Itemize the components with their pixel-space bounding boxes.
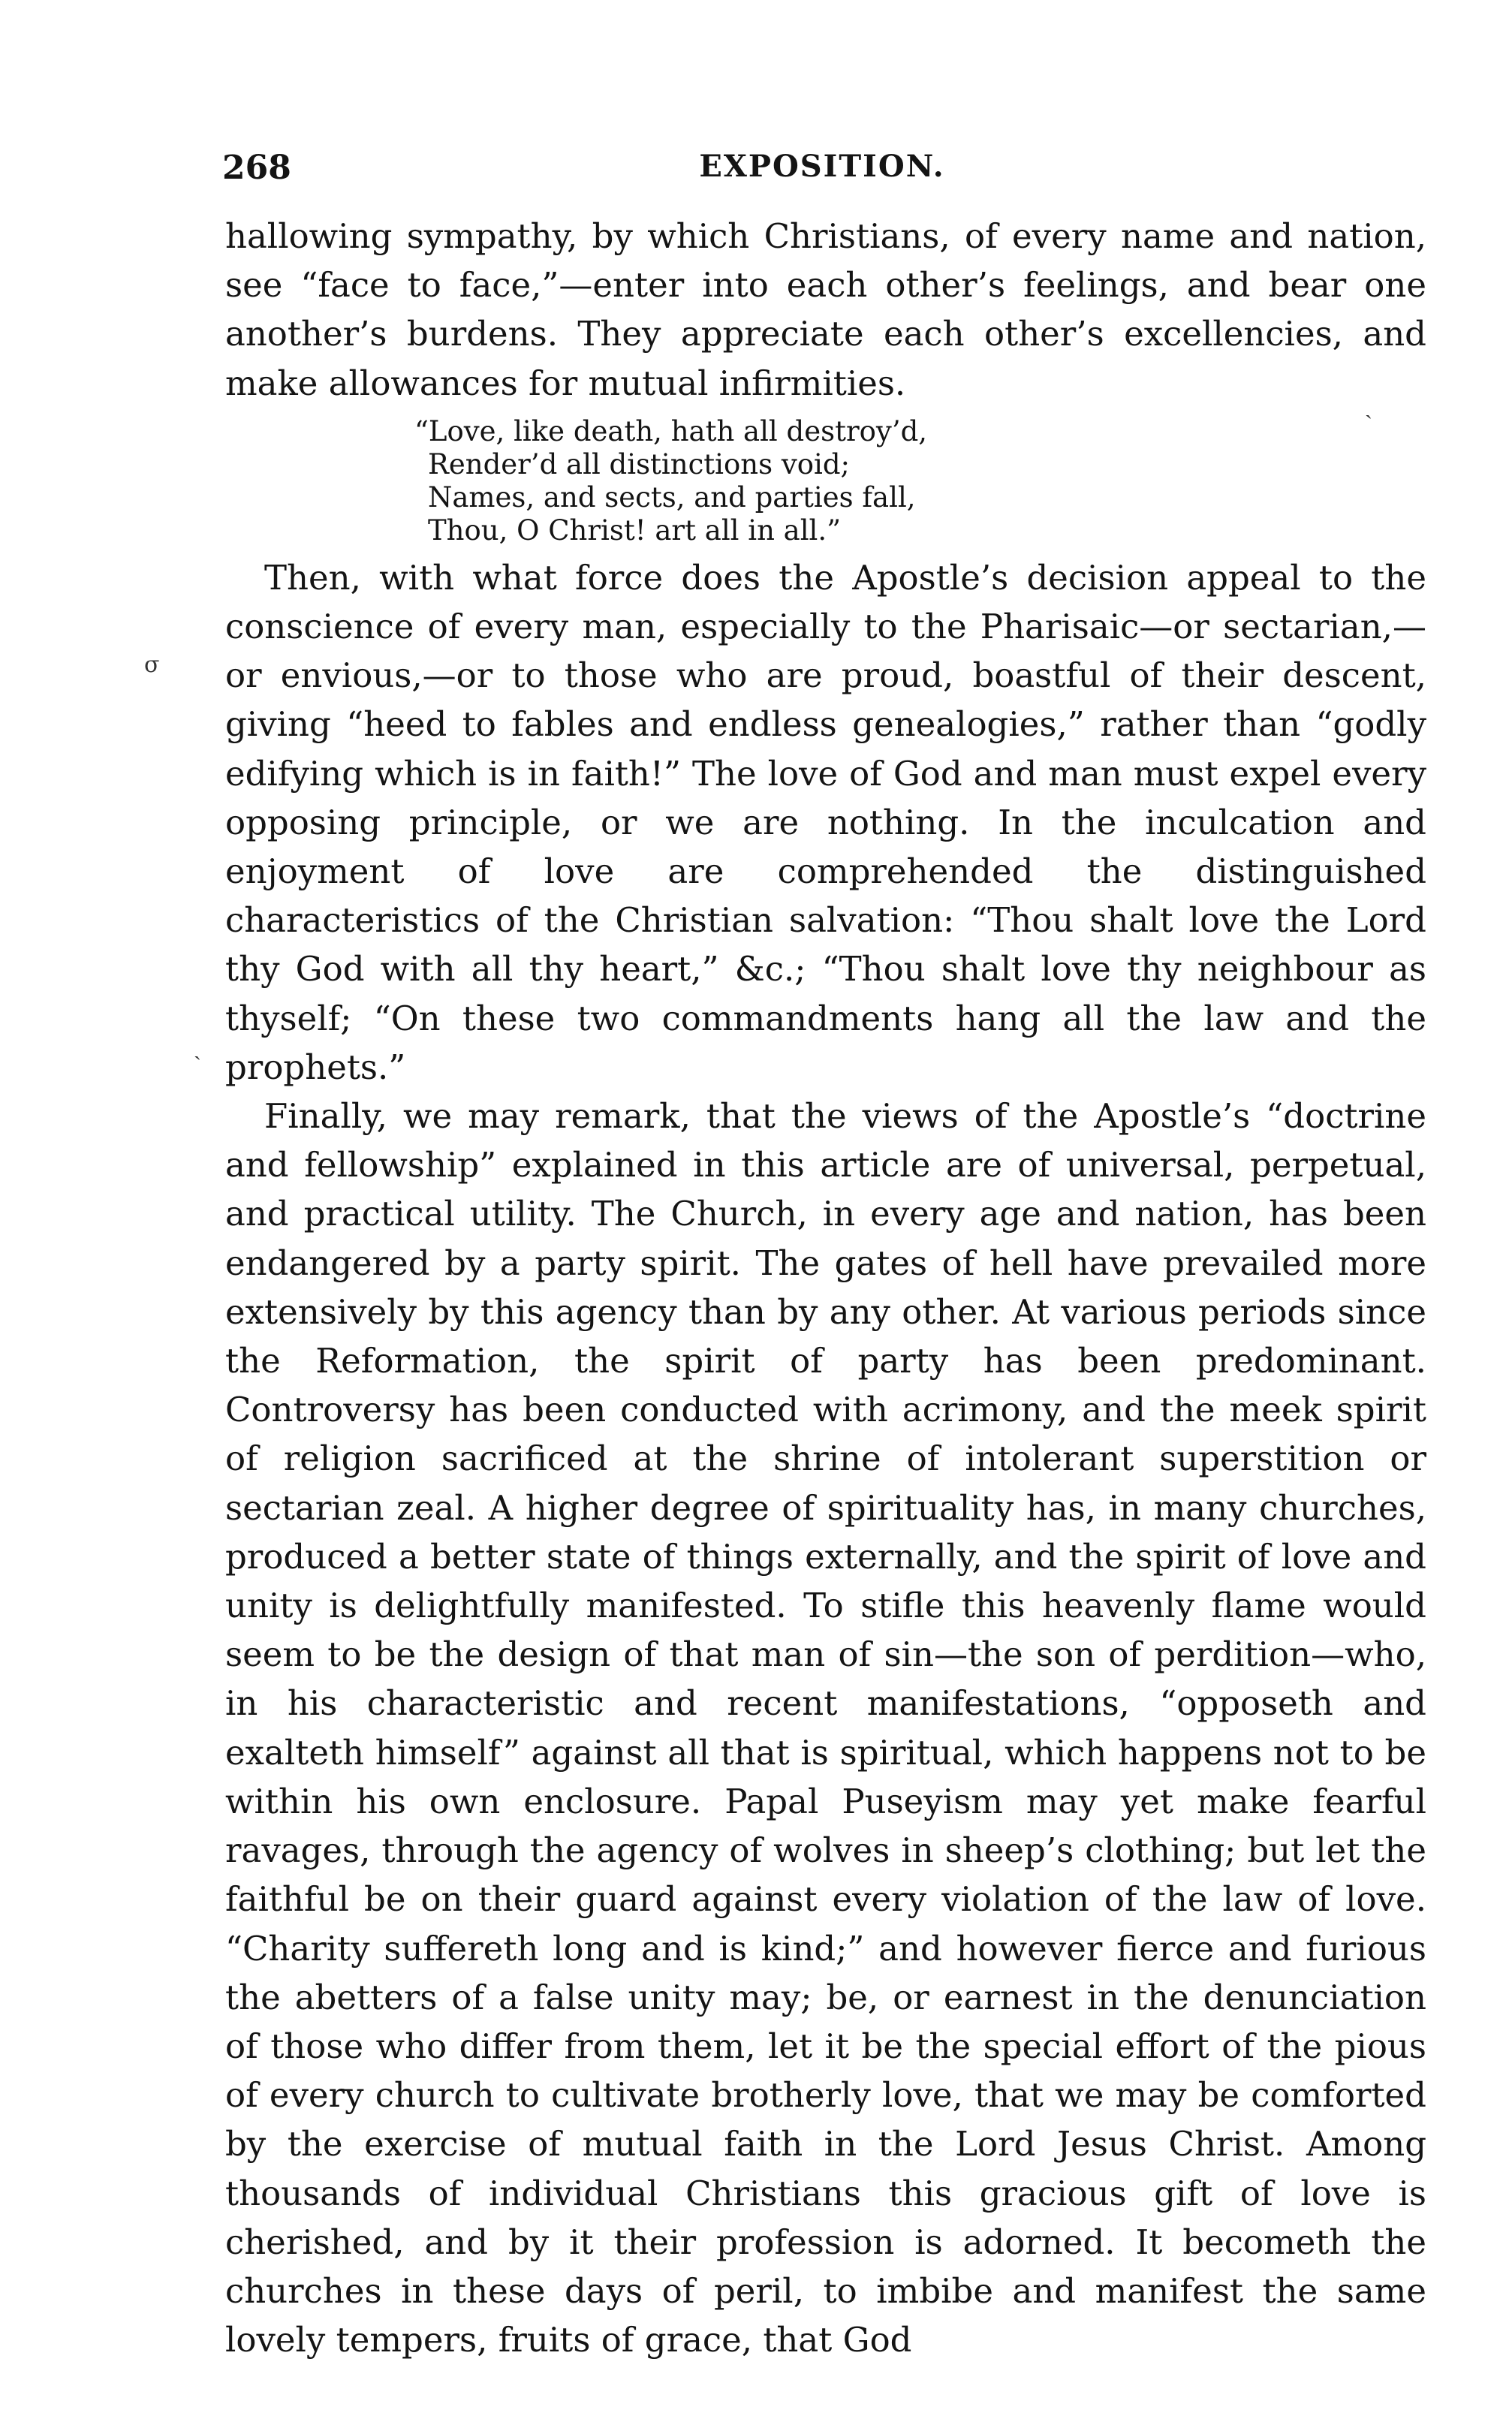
paragraph-continued: hallowing sympathy, by which Christians, of every name and nation, see “face to face,”—enter into each other’s feelings, and bear one another’s burdens. They appreciate each other’s excellencies, and make allowances for mutual infirmities. bbox=[225, 216, 1426, 403]
paragraph: Finally, we may remark, that the views of the Apostle’s “doctrine and fellowship” explained in this article are of universal, perpetual, and practical utility. The Church, in every age and nation, has been endangered by a party spirit. The gates of hell have prevailed more extensively by this agency than by any other. At various periods since the Reformation, the spirit of party has been predominant. Controversy has been conducted with acrimony, and the meek spirit of religion sacrificed at the shrine of intolerant superstition or sectarian zeal. A higher degree of spirituality has, in many churches, produced a better state of things externally, and the spirit of love and unity is delightfully manifested. To stifle this heavenly flame would seem to be the design of that man of sin—the son of perdition—who, in his characteristic and recent manifestations, “opposeth and exalteth himself” against all that is spiritual, which happens not to be within his own enclosure. Papal Puseyism may yet make fearful ravages, through the agency of wolves in sheep’s clothing; but let the faithful be on their guard against every violation of the law of love. “Charity suffereth long and is kind;” and however fierce and furious the abetters of a false unity may; be, or earnest in the denunciation of those who differ from them, let it be the special effort of the pious of every church to cultivate brotherly love, that we may be comforted by the exercise of mutual faith in the Lord Jesus Christ. Among thousands of individual Christians this gracious gift of love is cherished, and by it their profession is adorned. It becometh the churches in these days of peril, to imbibe and manifest the same lovely tempers, fruits of grace, that God bbox=[225, 1096, 1426, 2360]
page-header bbox=[218, 149, 1426, 194]
body-text bbox=[225, 212, 1426, 2364]
verse-quotation bbox=[414, 414, 1426, 547]
margin-mark: ˎ bbox=[1365, 393, 1372, 420]
page-number: 268 bbox=[222, 149, 291, 187]
paragraph: Then, with what force does the Apostle’s decision appeal to the conscience of every man, especially to the Pharisaic—or sectarian,—or envious,—or to those who are proud, boastful of their descent, giving “heed to fables and endless genealogies,” rather than “godly edifying which is in faith!” The love of God and man must expel every opposing principle, or we are nothing. In the inculcation and enjoyment of love are comprehended the distinguished characteristics of the Christian salvation: “Thou shalt love the Lord thy God with all thy heart,” &c.; “Thou shalt love thy neighbour as thyself; “On these two commandments hang all the law and the prophets.” bbox=[225, 557, 1426, 1087]
verse-line: Names, and sects, and parties fall, bbox=[428, 480, 916, 514]
margin-mark: ˎ bbox=[194, 1035, 201, 1061]
running-head: EXPOSITION. bbox=[699, 149, 945, 184]
verse-line: Thou, O Christ! art all in all.” bbox=[428, 514, 842, 547]
verse-line: “Love, like death, hath all destroy’d, bbox=[414, 414, 928, 447]
verse-line: Render’d all distinctions void; bbox=[428, 447, 851, 480]
margin-mark: σ bbox=[144, 652, 160, 678]
